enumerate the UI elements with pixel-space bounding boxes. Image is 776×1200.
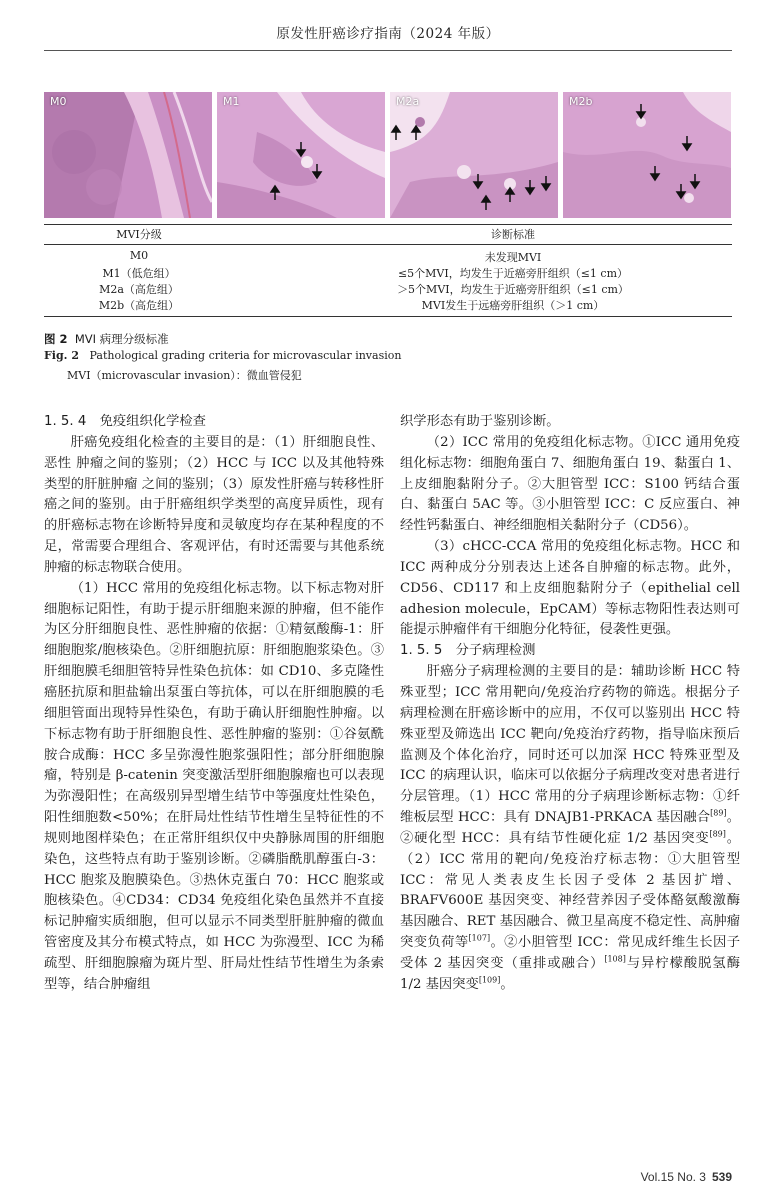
text-run: 。②小胆管型 ICC：常见成纤维生长因子受体 2 基因突变（重排或融合） bbox=[400, 935, 741, 971]
histology-image-m1 bbox=[217, 92, 385, 218]
panel-label-m1: M1 bbox=[223, 95, 240, 108]
panel-label-m2a: M2a bbox=[396, 95, 420, 108]
figure-caption-cn bbox=[44, 331, 169, 347]
panel-m2a bbox=[390, 92, 558, 218]
citation: [109] bbox=[478, 975, 501, 985]
histology-figure bbox=[44, 92, 732, 220]
figure-label-en: Fig. 2 bbox=[44, 349, 79, 362]
text-run: 。 bbox=[500, 976, 514, 992]
page-footer bbox=[641, 1170, 732, 1184]
histology-image-m0 bbox=[44, 92, 212, 218]
paragraph: （1）HCC 常用的免疫组化标志物。以下标志物对肝细胞标记阳性，有助于提示肝细胞来源的肿瘤，但不能作为区分肝细胞良性、恶性肿瘤的依据：①精氨酸酶-1：肝细胞胞浆/胞核染色。②肝细胞抗原：肝细胞胞浆染色。③肝细胞膜毛细胆管特异性染色抗体：如 CD10、多克隆性癌胚抗原和胆盐输出泵蛋白等抗体，可以在肝细胞膜的毛细胆管面出现特异性染色，有助于确认肝细胞性肿瘤。以下标志物有助于肝细胞良性、恶性肿瘤的鉴别：①谷氨酰胺合成酶：HCC 多呈弥漫性胞浆强阳性；部分肝细胞腺瘤，特别是 β-catenin 突变激活型肝细胞腺瘤也可以表现为弥漫阳性；在高级别异型增生结节中等强度灶性染色，阳性细胞数<50%；在肝局灶性结节性增生呈特征性的不规则地图样染色；在正常肝组织仅中央静脉周围的肝细胞染色，这些特点有助于鉴别诊断。②磷脂酰肌醇蛋白-3：HCC 胞浆及胞膜染色。③热休克蛋白 70：HCC 胞浆或胞核染色。④CD34：CD34 免疫组化染色虽然并不直接标记肿瘤实质细胞，但可以显示不同类型肝脏肿瘤的微血管密度及其分布模式特点，如 HCC 为弥漫型、ICC 为稀疏型、肝细胞腺瘤为斑片型、肝局灶性结节性增生为条索型等，结合肿瘤组 bbox=[44, 580, 384, 992]
paragraph: 织学形态有助于鉴别诊断。 bbox=[400, 414, 560, 429]
table-row-criteria: MVI发生于远癌旁肝组织（＞1 cm） bbox=[421, 299, 605, 312]
figure-caption-en bbox=[44, 349, 401, 362]
table-row-grade: M1（低危组） bbox=[102, 267, 176, 280]
citation: [107] bbox=[468, 933, 491, 943]
table-row-criteria: ≤5个MVI，均发生于近癌旁肝组织（≤1 cm） bbox=[397, 267, 629, 280]
panel-m0 bbox=[44, 92, 212, 218]
histology-image-m2b bbox=[563, 92, 731, 218]
table-row-criteria: 未发现MVI bbox=[484, 251, 542, 264]
page-number: 539 bbox=[711, 1170, 732, 1184]
table-row-grade: M2b（高危组） bbox=[98, 299, 180, 312]
citation: [108] bbox=[604, 954, 626, 964]
paragraph: （2）ICC 常用的免疫组化标志物。①ICC 通用免疫组化标志物：细胞角蛋白 7、细胞角蛋白 19、黏蛋白 1、上皮细胞黏附分子。②大胆管型 ICC：S100 钙结合蛋白、黏蛋白 5AC 等。③小胆管型 ICC：C 反应蛋白、神经性钙黏蛋白、神经细胞相关黏附分子（CD56）。 bbox=[400, 434, 740, 534]
section-heading-1-5-4: 1. 5. 4 免疫组织化学检查 bbox=[44, 414, 206, 429]
paragraph bbox=[400, 662, 740, 996]
paragraph: 肝癌免疫组化检查的主要目的是：（1）肝细胞良性、恶性 肿瘤之间的鉴别；（2）HCC 与 ICC 以及其他特殊类型的肝脏肿瘤 之间的鉴别；（3）原发性肝癌与转移性肝癌之间的鉴别。由于肝癌组织学类型的高度异质性，现有的肝癌标志物在诊断特异度和灵敏度均存在某种程度的不足，常需要合理组合、客观评估，有时还需要与其他系统肿瘤的标志物联合使用。 bbox=[44, 434, 384, 575]
citation: [89] bbox=[709, 829, 726, 839]
figure-note: MVI（microvascular invasion）：微血管侵犯 bbox=[67, 369, 302, 382]
running-header: 原发性肝癌诊疗指南（2024 年版） bbox=[276, 26, 500, 42]
table-row-grade: M0 bbox=[129, 249, 149, 262]
journal-volume: Vol.15 No. 3 bbox=[640, 1170, 706, 1184]
text-run: 。②硬化型 HCC：具有结节性硬化症 1/2 基因突变 bbox=[400, 810, 740, 846]
figure-title-cn: MVI 病理分级标准 bbox=[74, 332, 169, 346]
citation: [89] bbox=[710, 808, 727, 818]
table-row-grade: M2a（高危组） bbox=[99, 283, 179, 296]
left-column bbox=[44, 412, 384, 996]
right-column bbox=[400, 412, 740, 996]
histology-image-m2a bbox=[390, 92, 558, 218]
text-run: 肝癌分子病理检测的主要目的是：辅助诊断 HCC 特殊亚型；ICC 常用靶向/免疫治疗药物的筛选。根据分子病理检测在肝癌诊断中的应用，不仅可以鉴别出 HCC 特殊亚型及筛选出 ICC 靶向/免疫治疗药物，指导临床预后监测及个体化治疗，同时还可以加深 HCC 特殊亚型及 ICC 的病理认识，临床可以依据分子病理改变对患者进行分层管理。（1）HCC 常用的分子病理诊断标志物：①纤维板层型 HCC：具有 DNAJB1-PRKACA 基因融合 bbox=[400, 664, 740, 826]
table-row-criteria: ＞5个MVI，均发生于近癌旁肝组织（≤1 cm） bbox=[397, 283, 629, 296]
header-rule bbox=[44, 50, 732, 51]
panel-label-m0: M0 bbox=[50, 95, 67, 108]
figure-title-en: Pathological grading criteria for microvascular invasion bbox=[89, 349, 402, 362]
figure-label-cn: 图 2 bbox=[44, 332, 68, 346]
panel-label-m2b: M2b bbox=[569, 95, 593, 108]
text-run: 。（2）ICC 常用的靶向/免疫治疗标志物：①大胆管型 ICC：常见人类表皮生长因子受体 2 基因扩增、BRAFV600E 基因突变、神经营养因子受体酪氨酸激酶基因融合、RET 基因融合、微卫星高度不稳定性、高肿瘤突变负荷等 bbox=[400, 830, 740, 951]
table-header-criteria: 诊断标准 bbox=[491, 228, 535, 241]
text-run: 与异柠檬酸脱氢酶 1/2 基因突变 bbox=[400, 955, 741, 992]
section-heading-1-5-5: 1. 5. 5 分子病理检测 bbox=[400, 643, 536, 659]
panel-m2b bbox=[563, 92, 731, 218]
panel-m1 bbox=[217, 92, 385, 218]
table-header-grade: MVI分级 bbox=[116, 228, 162, 241]
paragraph: （3）cHCC-CCA 常用的免疫组化标志物。HCC 和 ICC 两种成分分别表达上述各自肿瘤的标志物。此外，CD56、CD117 和上皮细胞黏附分子（epithelial cell adhesion molecule，EpCAM）等标志物阳性表达则可能提示肿瘤伴有干细胞分化特征，侵袭性更强。 bbox=[400, 539, 740, 638]
